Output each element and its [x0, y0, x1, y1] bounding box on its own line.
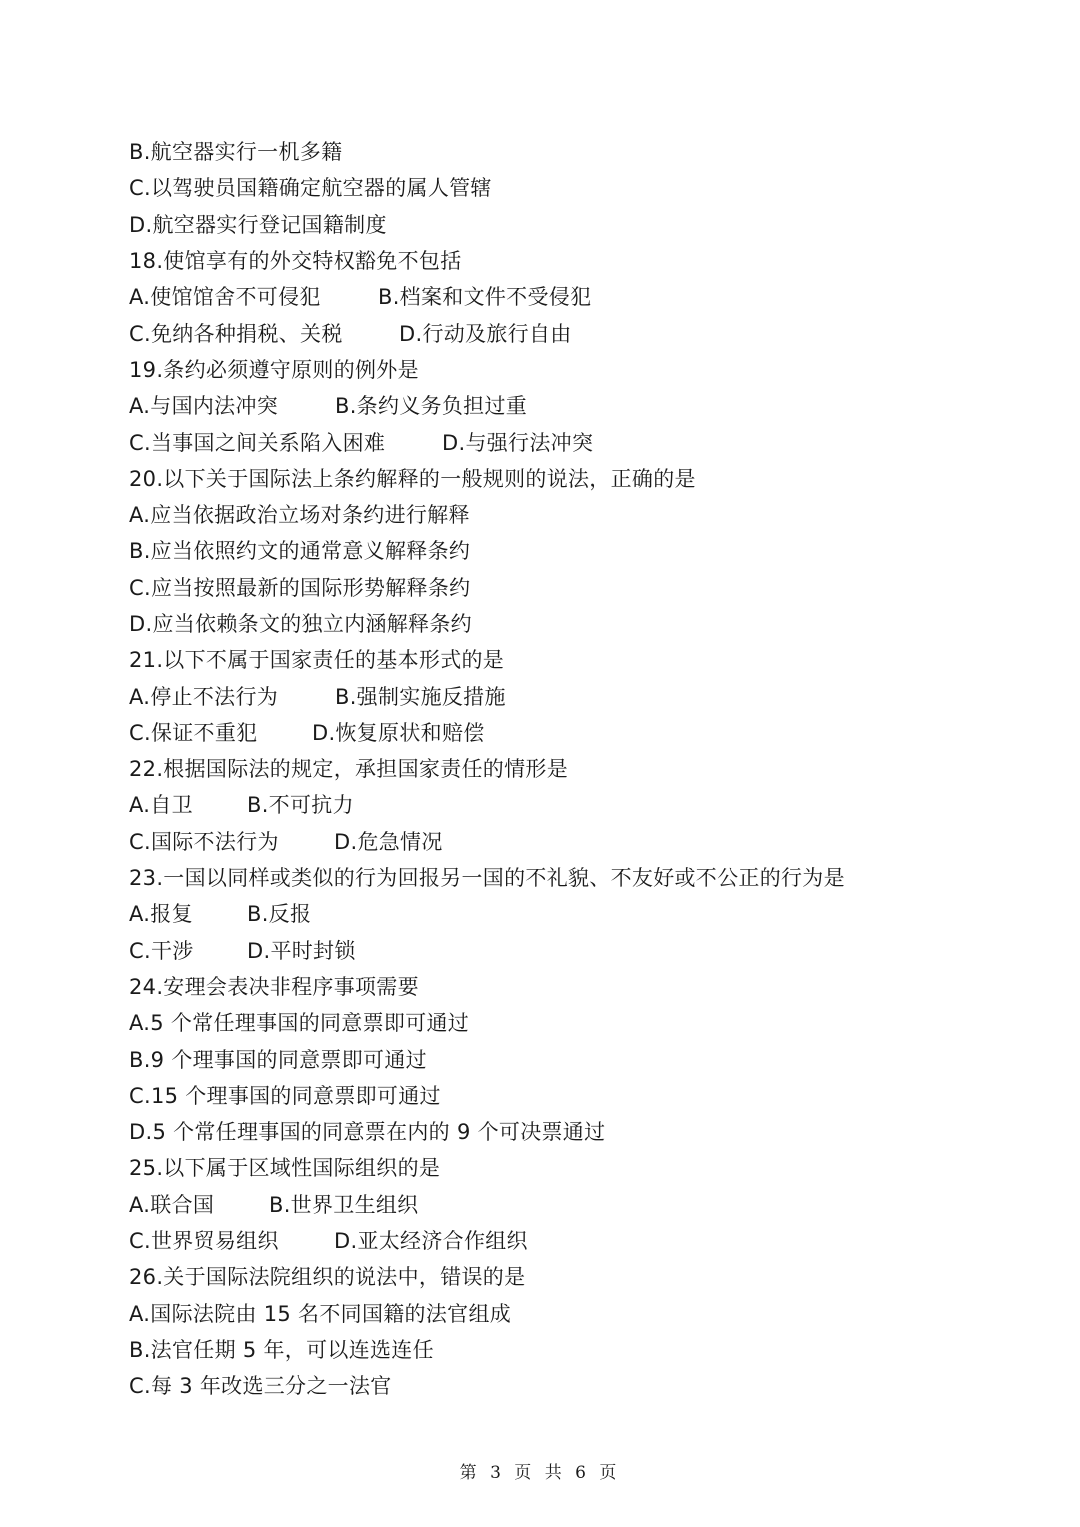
option-line: [129, 1295, 1029, 1331]
second-option-text: B.条约义务负担过重: [335, 394, 528, 419]
line-text: 19.条约必须遵守原则的例外是: [129, 357, 419, 382]
question-stem: [129, 1149, 1029, 1185]
option-row: [129, 387, 1029, 423]
option-row: [129, 823, 1029, 859]
option-line: [129, 1367, 1029, 1403]
line-text: A.国际法院由 15 名不同国籍的法官组成: [129, 1301, 512, 1326]
page-number-footer: 第 3 页 共 6 页: [459, 1463, 621, 1483]
line-text: C.国际不法行为: [129, 829, 279, 854]
line-text: C.应当按照最新的国际形势解释条约: [129, 575, 471, 600]
option-row: [129, 714, 1029, 750]
second-option-text: B.反报: [247, 902, 312, 927]
exam-page-body: [129, 133, 1029, 1403]
second-option-text: B.强制实施反措施: [335, 684, 506, 709]
line-text: D.5 个常任理事国的同意票在内的 9 个可决票通过: [129, 1120, 606, 1145]
line-text: 23.一国以同样或类似的行为回报另一国的不礼貌、不友好或不公正的行为是: [129, 866, 845, 891]
line-text: C.15 个理事国的同意票即可通过: [129, 1083, 441, 1108]
second-option-text: D.危急情况: [334, 829, 443, 854]
question-stem: [129, 242, 1029, 278]
line-text: 21.以下不属于国家责任的基本形式的是: [129, 648, 505, 673]
option-row: [129, 423, 1029, 459]
line-text: 22.根据国际法的规定，承担国家责任的情形是: [129, 757, 568, 782]
line-text: A.应当依据政治立场对条约进行解释: [129, 503, 470, 528]
line-text: C.以驾驶员国籍确定航空器的属人管辖: [129, 176, 492, 201]
option-line: [129, 1004, 1029, 1040]
line-text: C.世界贸易组织: [129, 1229, 279, 1254]
line-text: C.当事国之间关系陷入困难: [129, 430, 386, 455]
option-row: [129, 1186, 1029, 1222]
second-option-text: D.与强行法冲突: [442, 430, 594, 455]
option-row: [129, 314, 1029, 350]
line-text: C.保证不重犯: [129, 720, 258, 745]
question-stem: [129, 641, 1029, 677]
line-text: C.每 3 年改选三分之一法官: [129, 1374, 392, 1399]
line-text: A.5 个常任理事国的同意票即可通过: [129, 1011, 470, 1036]
question-stem: [129, 1258, 1029, 1294]
line-text: B.应当依照约文的通常意义解释条约: [129, 539, 471, 564]
question-stem: [129, 750, 1029, 786]
second-option-text: B.不可抗力: [247, 793, 354, 818]
option-line: [129, 169, 1029, 205]
line-text: A.报复: [129, 902, 193, 927]
line-text: 25.以下属于区域性国际组织的是: [129, 1156, 441, 1181]
option-line: [129, 1331, 1029, 1367]
option-row: [129, 1222, 1029, 1258]
line-text: A.使馆馆舍不可侵犯: [129, 285, 321, 310]
option-line: [129, 1040, 1029, 1076]
line-text: C.免纳各种捐税、关税: [129, 321, 343, 346]
line-text: D.航空器实行登记国籍制度: [129, 212, 387, 237]
option-line: [129, 605, 1029, 641]
option-line: [129, 496, 1029, 532]
line-text: B.航空器实行一机多籍: [129, 140, 343, 165]
second-option-text: D.恢复原状和赔偿: [312, 720, 485, 745]
line-text: A.联合国: [129, 1192, 215, 1217]
line-text: B.9 个理事国的同意票即可通过: [129, 1047, 427, 1072]
line-text: C.干涉: [129, 938, 194, 963]
option-row: [129, 786, 1029, 822]
option-line: [129, 1077, 1029, 1113]
option-line: [129, 569, 1029, 605]
question-stem: [129, 460, 1029, 496]
line-text: 24.安理会表决非程序事项需要: [129, 974, 419, 999]
line-text: B.法官任期 5 年，可以连选连任: [129, 1337, 434, 1362]
question-stem: [129, 351, 1029, 387]
line-text: A.自卫: [129, 793, 193, 818]
line-text: 18.使馆享有的外交特权豁免不包括: [129, 249, 462, 274]
option-line: [129, 133, 1029, 169]
question-stem: [129, 859, 1029, 895]
option-line: [129, 206, 1029, 242]
option-row: [129, 278, 1029, 314]
second-option-text: D.亚太经济合作组织: [334, 1229, 528, 1254]
line-text: 26.关于国际法院组织的说法中，错误的是: [129, 1265, 526, 1290]
option-row: [129, 895, 1029, 931]
line-text: A.停止不法行为: [129, 684, 279, 709]
option-row: [129, 932, 1029, 968]
line-text: 20.以下关于国际法上条约解释的一般规则的说法，正确的是: [129, 466, 696, 491]
line-text: A.与国内法冲突: [129, 394, 279, 419]
question-stem: [129, 968, 1029, 1004]
second-option-text: D.行动及旅行自由: [399, 321, 572, 346]
second-option-text: B.世界卫生组织: [269, 1192, 419, 1217]
option-row: [129, 677, 1029, 713]
option-line: [129, 1113, 1029, 1149]
second-option-text: D.平时封锁: [247, 938, 356, 963]
option-line: [129, 532, 1029, 568]
line-text: D.应当依赖条文的独立内涵解释条约: [129, 612, 472, 636]
second-option-text: B.档案和文件不受侵犯: [378, 285, 592, 310]
